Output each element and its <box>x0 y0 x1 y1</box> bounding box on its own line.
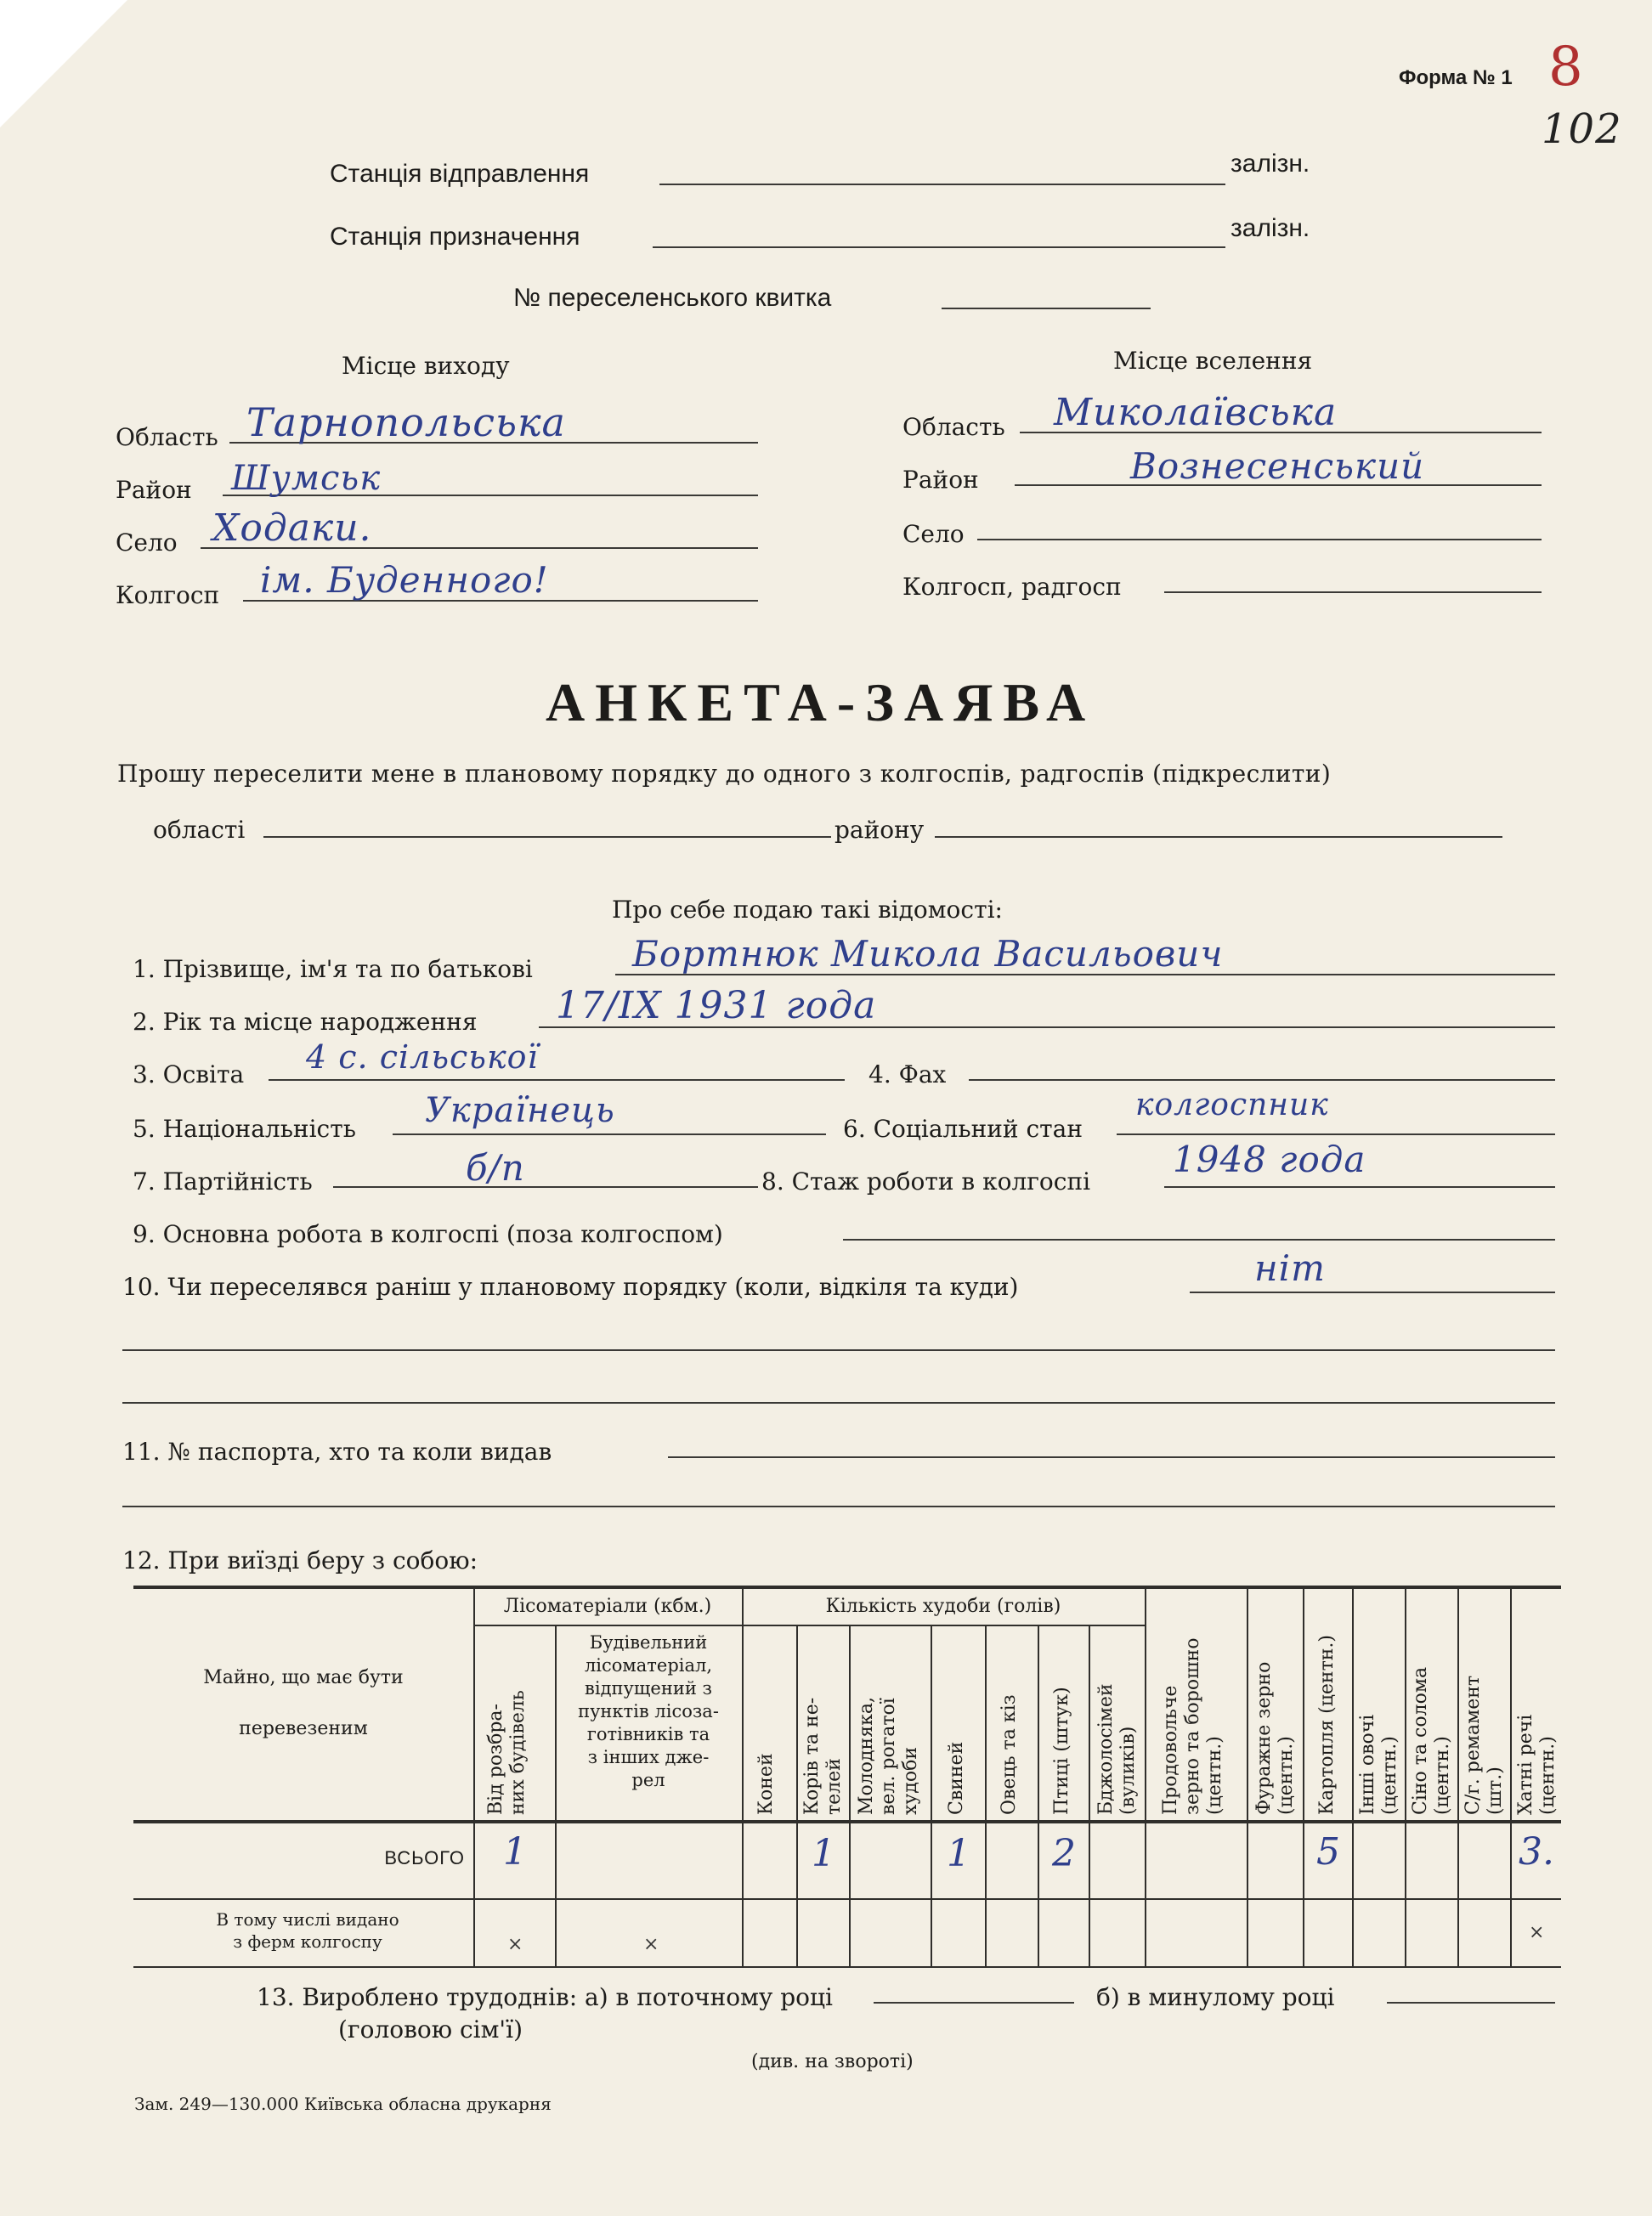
field-10-label: 10. Чи переселявся раніш у плановому порядку (коли, відкіля та куди) <box>122 1273 1019 1301</box>
col-property-header: Майно, що має бути перевезеним <box>203 1667 404 1739</box>
farm-household-cross: × <box>1529 1922 1545 1943</box>
field-7-line <box>333 1186 758 1188</box>
row-farm-label: В тому числі видано з ферм колгоспу <box>216 1909 399 1952</box>
total-birds: 2 <box>1052 1832 1076 1875</box>
workdays-current-line <box>874 2002 1074 2004</box>
total-dismantled: 1 <box>503 1830 527 1874</box>
origin-region-label: Область <box>116 423 218 451</box>
request-district-line <box>935 836 1502 838</box>
workdays-note: (головою сім'ї) <box>338 2015 523 2044</box>
dest-region-label: Область <box>902 413 1005 441</box>
dest-village-line <box>977 539 1542 540</box>
farm-building-cross: × <box>643 1934 659 1955</box>
total-potato: 5 <box>1316 1830 1340 1874</box>
col-bees-header: Бджолосімей (вуликів) <box>1095 1683 1139 1815</box>
workdays-past-line <box>1387 2002 1555 2004</box>
property-table <box>133 1586 1561 1968</box>
field-5-line <box>393 1133 826 1135</box>
dest-kolkhoz-label: Колгосп, радгосп <box>902 573 1122 601</box>
page-mark: 102 <box>1542 105 1622 153</box>
total-pigs: 1 <box>947 1832 970 1875</box>
field-3-value: 4 с. сільської <box>306 1038 539 1076</box>
total-household: 3. <box>1519 1830 1554 1874</box>
col-grain-header: Продовольче зерно та борошно (центн.) <box>1160 1637 1225 1815</box>
torn-corner <box>0 0 127 127</box>
col-dismantled-header: Від розбра- них будівель <box>485 1690 529 1815</box>
dest-kolkhoz-line <box>1164 591 1542 593</box>
group-livestock-header: Кількість худоби (голів) <box>825 1596 1061 1617</box>
field-7-value: б/п <box>466 1147 525 1189</box>
field-10-line <box>1190 1292 1555 1293</box>
origin-village-label: Село <box>116 529 178 557</box>
col-household-header: Хатні речі (центн.) <box>1515 1714 1559 1815</box>
dest-district-label: Район <box>902 466 979 494</box>
field-6-line <box>1117 1133 1555 1135</box>
col-veg-header: Інші овочі (центн.) <box>1357 1714 1400 1815</box>
origin-kolkhoz-label: Колгосп <box>116 581 220 609</box>
field-10-extra-line-2 <box>122 1402 1555 1404</box>
col-fodder-header: Фуражне зерно (центн.) <box>1253 1661 1297 1815</box>
field-6-label: 6. Соціальний стан <box>843 1115 1083 1143</box>
col-young-header: Молодняка, вел. рогатої худоби <box>856 1697 921 1815</box>
field-1-label: 1. Прізвище, ім'я та по батькові <box>133 955 533 983</box>
dest-district-value: Вознесенський <box>1130 445 1425 487</box>
destination-line <box>653 246 1225 248</box>
printer-imprint: Зам. 249—130.000 Київська обласна друкарня <box>134 2094 552 2114</box>
col-building-header: Будівельний лісоматеріал, відпущений з пунктів лісоза- готівників та з інших дже- рел <box>578 1632 719 1790</box>
field-11-label: 11. № паспорта, хто та коли видав <box>122 1438 552 1466</box>
origin-region-value: Тарнопольська <box>246 399 566 445</box>
origin-district-value: Шумськ <box>231 459 382 498</box>
field-10-extra-line-1 <box>122 1349 1555 1351</box>
departure-suffix: залізн. <box>1231 150 1310 178</box>
col-tools-header: С/г. ремамент (шт.) <box>1462 1675 1506 1815</box>
field-3-line <box>269 1079 845 1081</box>
farm-dismantled-cross: × <box>507 1934 523 1955</box>
field-9-label: 9. Основна робота в колгоспі (поза колгоспом) <box>133 1220 723 1248</box>
field-4-label: 4. Фах <box>868 1060 947 1088</box>
workdays-label: 13. Вироблено трудоднів: а) в поточному році <box>257 1983 834 2011</box>
col-birds-header: Птиці (штук) <box>1051 1687 1072 1815</box>
origin-district-label: Район <box>116 476 192 504</box>
destination-suffix: залізн. <box>1231 214 1310 242</box>
col-horses-header: Коней <box>755 1753 777 1815</box>
request-region-label: області <box>153 816 246 844</box>
see-back-note: (див. на звороті) <box>751 2051 914 2072</box>
form-number: Форма № 1 <box>1399 66 1513 89</box>
archive-mark: 8 <box>1548 36 1584 99</box>
field-7-label: 7. Партійність <box>133 1167 313 1196</box>
origin-village-value: Ходаки. <box>212 506 372 550</box>
row-total-label: ВСЬОГО <box>384 1847 465 1868</box>
intro-text: Про себе подаю такі відомості: <box>612 896 1003 924</box>
field-1-value: Бортнюк Микола Васильович <box>632 933 1224 975</box>
dest-village-label: Село <box>902 520 965 548</box>
ticket-label: № переселенського квитка <box>513 284 832 312</box>
field-5-value: Українець <box>425 1091 615 1130</box>
group-timber-header: Лісоматеріали (кбм.) <box>503 1596 712 1617</box>
field-6-value: колгоспник <box>1135 1088 1329 1122</box>
field-10-value: ніт <box>1254 1247 1326 1289</box>
field-2-value: 17/IX 1931 года <box>556 984 877 1027</box>
field-5-label: 5. Національність <box>133 1115 356 1143</box>
field-2-label: 2. Рік та місце народження <box>133 1008 478 1036</box>
field-8-line <box>1164 1186 1555 1188</box>
field-8-label: 8. Стаж роботи в колгоспі <box>761 1167 1091 1196</box>
field-11-extra-line <box>122 1506 1555 1507</box>
field-8-value: 1948 года <box>1173 1139 1366 1180</box>
field-11-line <box>668 1456 1555 1458</box>
field-4-line <box>969 1079 1555 1081</box>
dest-region-value: Миколаївська <box>1054 391 1338 434</box>
col-sheep-header: Овець та кіз <box>999 1694 1020 1815</box>
page-title: АНКЕТА-ЗАЯВА <box>546 672 1096 732</box>
request-district-label: району <box>834 816 925 844</box>
ticket-line <box>942 308 1151 309</box>
total-cows: 1 <box>812 1832 835 1875</box>
col-pigs-header: Свиней <box>946 1741 967 1815</box>
field-12-label: 12. При виїзді беру з собою: <box>122 1546 478 1574</box>
request-text: Прошу переселити мене в плановому порядку до одного з колгоспів, радгоспів (підкреслити) <box>117 760 1332 788</box>
origin-kolkhoz-value: ім. Буденного! <box>260 559 549 601</box>
destination-station-label: Станція призначення <box>330 223 580 251</box>
workdays-label-b: б) в минулому році <box>1096 1983 1335 2011</box>
col-potato-header: Картопля (центн.) <box>1316 1635 1338 1815</box>
departure-label: Станція відправлення <box>330 160 590 188</box>
field-9-line <box>843 1239 1555 1241</box>
origin-heading: Місце виходу <box>342 352 510 380</box>
departure-line <box>659 184 1225 185</box>
request-region-line <box>263 836 831 838</box>
field-3-label: 3. Освіта <box>133 1060 245 1088</box>
col-cows-header: Корів та не- телей <box>801 1697 845 1815</box>
col-hay-header: Сіно та солома (центн.) <box>1410 1666 1453 1815</box>
destination-heading: Місце вселення <box>1113 347 1313 375</box>
